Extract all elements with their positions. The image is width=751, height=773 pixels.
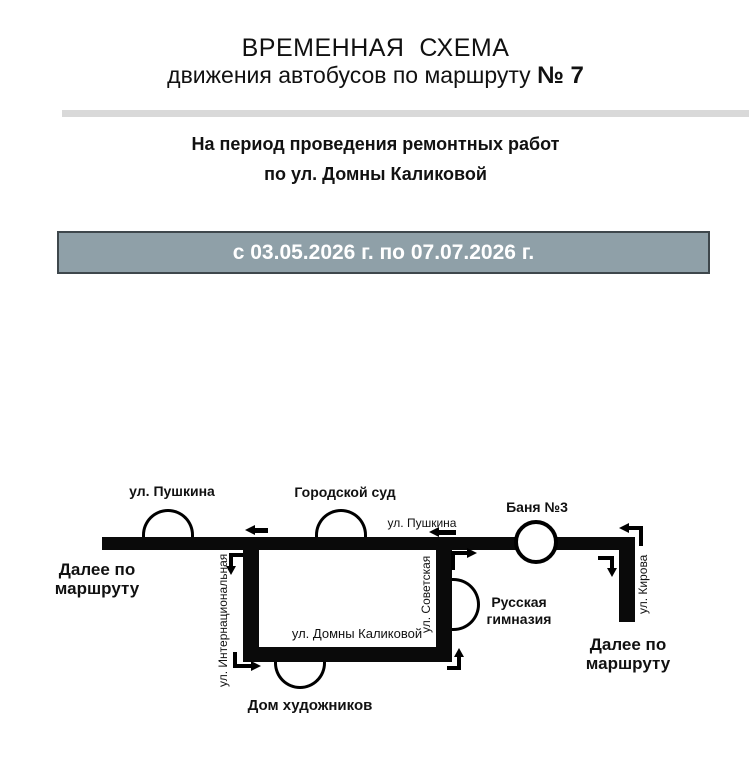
bus-stop-pushkina-icon	[142, 509, 194, 537]
bus-stop-court-label: Городской суд	[294, 484, 396, 500]
note-continue-route-right-line2: маршруту	[585, 654, 671, 673]
header-divider	[62, 110, 749, 117]
bus-stop-gymnasium-icon	[452, 578, 480, 631]
page-title-line1: ВРЕМЕННАЯ СХЕМА	[241, 34, 510, 62]
bus-stop-banya-label: Баня №3	[506, 499, 568, 515]
subtitle-line1: На период проведения ремонтных работ	[191, 134, 560, 154]
bus-stop-pushkina-label: ул. Пушкина	[129, 483, 215, 499]
note-continue-route-left-line2: маршруту	[54, 579, 140, 598]
street-sovetskaya-label-text: ул. Советская	[419, 555, 433, 633]
street-domny-kalikovoy-label: ул. Домны Каликовой	[291, 626, 423, 641]
subtitle-line2: по ул. Домны Каликовой	[264, 164, 487, 184]
bus-stop-gymnasium-label-line1: Русская	[491, 594, 547, 610]
street-kirova-label-text: ул. Кирова	[636, 554, 650, 614]
street-internatsionalnaya-label-text: ул. Интернациональная	[216, 553, 230, 687]
bus-stop-artists-house-label: Дом художников	[247, 697, 373, 714]
bus-stop-court-icon	[315, 509, 367, 537]
period-banner: с 03.05.2026 г. по 07.07.2026 г.	[57, 231, 710, 274]
road-kirova	[619, 537, 635, 622]
street-internatsionalnaya-label	[216, 550, 236, 690]
road-domny-kalikovoy	[243, 647, 452, 662]
road-internatsionalnaya	[243, 537, 259, 662]
bus-stop-gymnasium-label	[483, 594, 555, 628]
bus-stop-gymnasium-label-line2: гимназия	[486, 611, 552, 627]
note-continue-route-left	[48, 560, 146, 598]
bus-stop-banya-icon	[514, 520, 558, 564]
note-continue-route-right	[577, 635, 679, 673]
route-number: № 7	[537, 62, 584, 89]
street-pushkina-label: ул. Пушкина	[387, 516, 457, 530]
note-continue-route-right-line1: Далее по	[589, 635, 667, 654]
bus-stop-artists-house-icon	[274, 662, 326, 689]
road-sovetskaya	[436, 537, 452, 662]
page-title-line2-text: движения автобусов по маршруту	[167, 62, 538, 88]
street-sovetskaya-label	[419, 552, 437, 636]
note-continue-route-left-line1: Далее по	[58, 560, 136, 579]
page-title-line2	[0, 62, 751, 90]
street-kirova-label	[636, 552, 654, 616]
